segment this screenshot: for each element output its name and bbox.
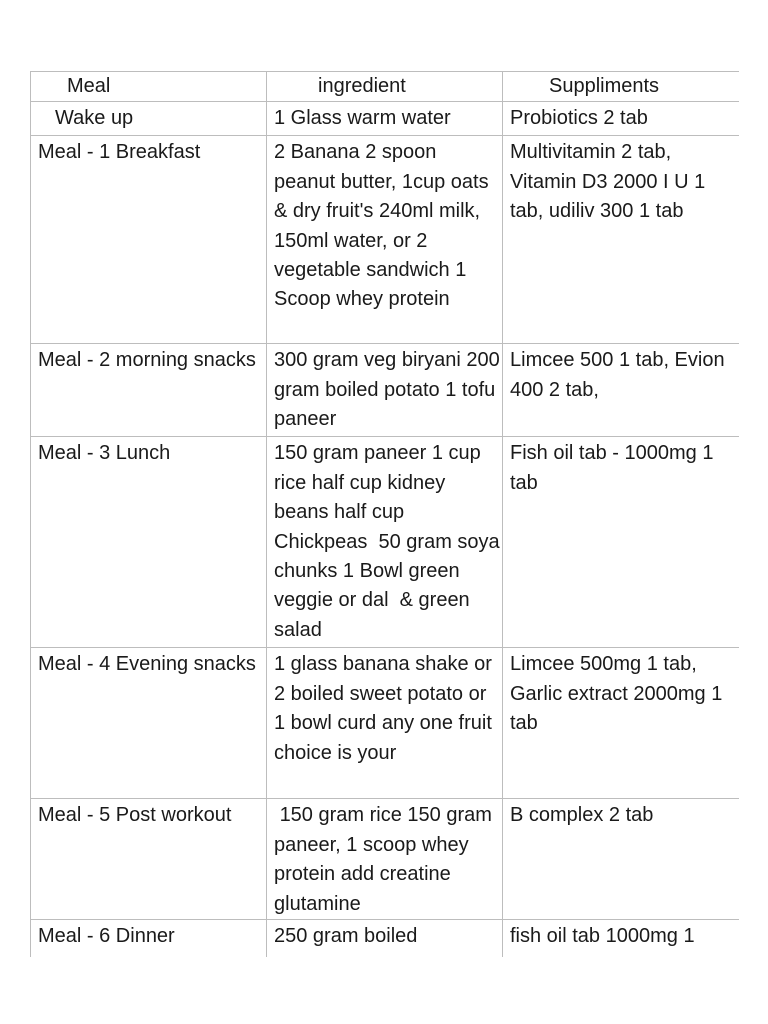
table-row bbox=[31, 136, 740, 344]
ingredient-cell: 150 gram paneer 1 cup rice half cup kidney beans half cup Chickpeas 50 gram soya chunks 1 Bowl green veggie or dal & green salad bbox=[267, 437, 503, 648]
table-row bbox=[31, 344, 740, 437]
meal-cell: Meal - 2 morning snacks bbox=[31, 344, 267, 437]
supplement-cell: Multivitamin 2 tab, Vitamin D3 2000 I U 1 tab, udiliv 300 1 tab bbox=[503, 136, 740, 344]
supplement-cell: Fish oil tab - 1000mg 1 tab bbox=[503, 437, 740, 648]
ingredient-cell: 1 glass banana shake or 2 boiled sweet potato or 1 bowl curd any one fruit choice is your bbox=[267, 648, 503, 799]
header-supplements: Suppliments bbox=[503, 72, 740, 102]
supplement-cell: Probiotics 2 tab bbox=[503, 102, 740, 136]
supplement-cell: B complex 2 tab bbox=[503, 799, 740, 920]
ingredient-cell: 250 gram boiled bbox=[267, 920, 503, 957]
table-row bbox=[31, 437, 740, 648]
diet-plan-sheet bbox=[30, 71, 739, 957]
supplement-cell: Limcee 500 1 tab, Evion 400 2 tab, bbox=[503, 344, 740, 437]
meal-cell: Meal - 5 Post workout bbox=[31, 799, 267, 920]
table-header-row bbox=[31, 72, 740, 102]
diet-plan-table bbox=[30, 71, 739, 957]
meal-cell: Meal - 4 Evening snacks bbox=[31, 648, 267, 799]
table-row bbox=[31, 648, 740, 799]
table-row bbox=[31, 102, 740, 136]
meal-cell: Meal - 6 Dinner bbox=[31, 920, 267, 957]
ingredient-cell: 2 Banana 2 spoon peanut butter, 1cup oats & dry fruit's 240ml milk, 150ml water, or 2 vegetable sandwich 1 Scoop whey protein bbox=[267, 136, 503, 344]
supplement-cell: Limcee 500mg 1 tab, Garlic extract 2000mg 1 tab bbox=[503, 648, 740, 799]
header-meal: Meal bbox=[31, 72, 267, 102]
supplement-cell: fish oil tab 1000mg 1 bbox=[503, 920, 740, 957]
ingredient-cell: 1 Glass warm water bbox=[267, 102, 503, 136]
meal-cell: Meal - 1 Breakfast bbox=[31, 136, 267, 344]
table-row bbox=[31, 920, 740, 957]
meal-cell: Wake up bbox=[31, 102, 267, 136]
ingredient-cell: 150 gram rice 150 gram paneer, 1 scoop whey protein add creatine glutamine bbox=[267, 799, 503, 920]
ingredient-cell: 300 gram veg biryani 200 gram boiled potato 1 tofu paneer bbox=[267, 344, 503, 437]
table-row bbox=[31, 799, 740, 920]
meal-cell: Meal - 3 Lunch bbox=[31, 437, 267, 648]
header-ingredient: ingredient bbox=[267, 72, 503, 102]
